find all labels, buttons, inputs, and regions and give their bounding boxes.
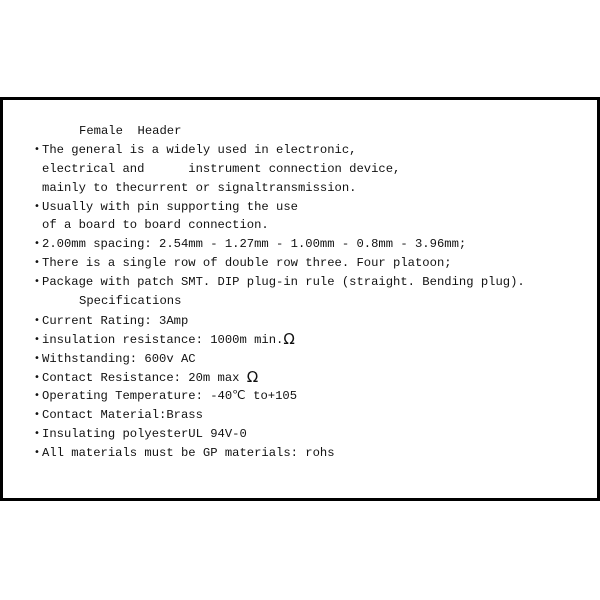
- spec-item-insulating: [34, 424, 594, 443]
- bullet-icon: •: [34, 200, 40, 212]
- spec-item-insulation-resistance: [34, 330, 594, 349]
- intro-line-3: [34, 198, 594, 217]
- intro-text: electrical and instrument connection device,: [42, 161, 401, 176]
- spec-text: All materials must be GP materials: rohs: [42, 446, 335, 461]
- bullet-icon: •: [34, 143, 40, 155]
- bullet-icon: •: [34, 238, 40, 250]
- spec-item-withstanding: [34, 349, 594, 368]
- intro-line-7: [34, 273, 594, 292]
- bullet-icon: •: [34, 447, 40, 459]
- intro-text: 2.00mm spacing: 2.54mm - 1.27mm - 1.00mm - 0.8mm - 3.96mm;: [42, 237, 467, 252]
- bullet-icon: •: [34, 257, 40, 269]
- bullet-icon: •: [34, 352, 40, 364]
- spec-text: Current Rating: 3Amp: [42, 313, 189, 328]
- intro-section: [34, 141, 594, 292]
- spec-text: Insulating polyesterUL 94V-0: [42, 427, 247, 442]
- document-title: Female Header: [79, 124, 182, 138]
- intro-line-1: [34, 160, 594, 179]
- spec-item-operating-temperature: [34, 386, 594, 405]
- spec-item-materials: [34, 443, 594, 462]
- spec-text: Contact Material:Brass: [42, 408, 203, 423]
- intro-text: Usually with pin supporting the use: [42, 199, 298, 214]
- intro-line-0: [34, 141, 594, 160]
- intro-line-4: [34, 216, 594, 235]
- ohm-icon: Ω: [283, 329, 295, 348]
- intro-text: mainly to thecurrent or signaltransmission.: [42, 180, 357, 195]
- spec-text: Withstanding: 600v AC: [42, 351, 196, 366]
- document-content: [34, 122, 594, 462]
- specifications-list: [34, 311, 594, 462]
- bullet-icon: •: [34, 371, 40, 383]
- specifications-heading: Specifications: [79, 294, 182, 309]
- spec-item-contact-resistance: [34, 368, 594, 387]
- spec-text: Contact Resistance: 20m max: [42, 370, 247, 385]
- bullet-icon: •: [34, 314, 40, 326]
- intro-text: of a board to board connection.: [42, 218, 269, 233]
- bullet-icon: •: [34, 428, 40, 440]
- bullet-icon: •: [34, 409, 40, 421]
- intro-text: There is a single row of double row three. Four platoon;: [42, 256, 452, 271]
- intro-text: The general is a widely used in electronic,: [42, 142, 357, 157]
- intro-text: Package with patch SMT. DIP plug-in rule (straight. Bending plug).: [42, 275, 525, 290]
- bullet-icon: •: [34, 390, 40, 402]
- intro-line-2: [34, 179, 594, 198]
- spec-text: Operating Temperature: -40℃ to+105: [42, 389, 298, 404]
- bullet-icon: •: [34, 276, 40, 288]
- ohm-icon: Ω: [246, 367, 259, 386]
- spec-text: insulation resistance: 1000m min.: [42, 332, 284, 347]
- intro-line-6: [34, 254, 594, 273]
- spec-item-contact-material: [34, 405, 594, 424]
- spec-item-current-rating: [34, 311, 594, 330]
- intro-line-5: [34, 235, 594, 254]
- bullet-icon: •: [34, 333, 40, 345]
